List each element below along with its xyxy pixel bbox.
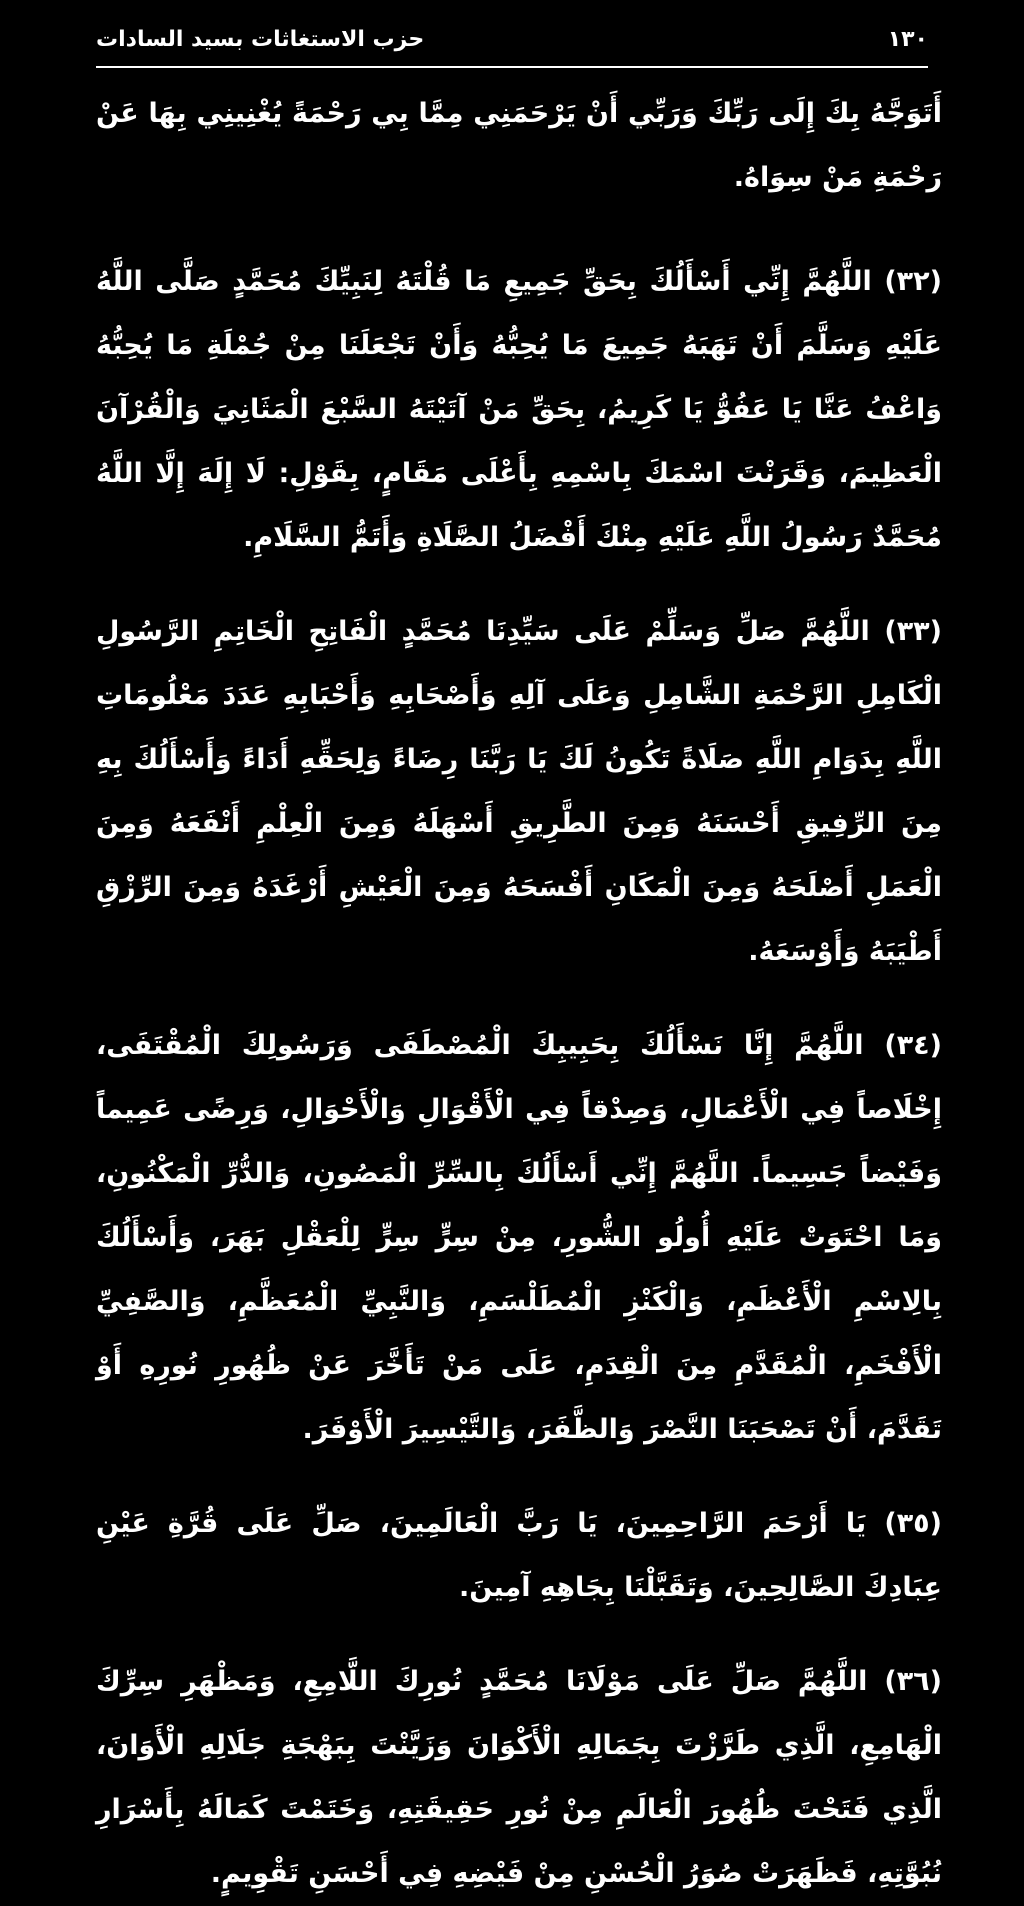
- page-body: [96, 82, 942, 1906]
- paragraph-intro: [96, 82, 942, 210]
- paragraph-text: اللَّهُمَّ إِنِّي أَسْأَلُكَ بِحَقِّ جَمِيعِ مَا قُلْتَهُ لِنَبِيِّكَ مُحَمَّدٍ صَلَّى اللَّهُ عَلَيْهِ وَسَلَّمَ أَنْ تَهَبَهُ جَمِيعَ مَا يُحِبُّهُ وَأَنْ تَجْعَلَنَا مِنْ جُمْلَةِ مَا يُحِبُّهُ وَاعْفُ عَنَّا يَا عَفُوُّ يَا كَرِيمُ، بِحَقِّ مَنْ آتَيْتَهُ السَّبْعَ الْمَثَانِيَ وَالْقُرْآنَ الْعَظِيمَ، وَقَرَنْتَ اسْمَكَ بِاسْمِهِ بِأَعْلَى مَقَامٍ، بِقَوْلِ: لَا إِلَهَ إِلَّا اللَّهُ مُحَمَّدٌ رَسُولُ اللَّهِ عَلَيْهِ مِنْكَ أَفْضَلُ الصَّلَاةِ وَأَتَمُّ السَّلَامِ.: [96, 266, 942, 553]
- paragraph-text: اللَّهُمَّ إِنَّا نَسْأَلُكَ بِحَبِيبِكَ الْمُصْطَفَى وَرَسُولِكَ الْمُقْتَفَى، إِخْلَاصاً فِي الْأَعْمَالِ، وَصِدْقاً فِي الْأَقْوَالِ وَالْأَحْوَالِ، وَرِضًى عَمِيماً وَفَيْضاً جَسِيماً. اللَّهُمَّ إِنِّي أَسْأَلُكَ بِالسِّرِّ الْمَصُونِ، وَالدُّرِّ الْمَكْنُونِ، وَمَا احْتَوَتْ عَلَيْهِ أُولُو الشُّورِ، مِنْ سِرٍّ سِرٍّ لِلْعَقْلِ بَهَرَ، وَأَسْأَلُكَ بِالِاسْمِ الْأَعْظَمِ، وَالْكَنْزِ الْمُطَلْسَمِ، وَالنَّبِيِّ الْمُعَظَّمِ، وَالصَّفِيِّ الْأَفْخَمِ، الْمُقَدَّمِ مِنَ الْقِدَمِ، عَلَى مَنْ تَأَخَّرَ عَنْ ظُهُورِ نُورِهِ أَوْ تَقَدَّمَ، أَنْ تَصْحَبَنَا النَّصْرَ وَالظَّفَرَ، وَالتَّيْسِيرَ الْأَوْفَرَ.: [96, 1030, 942, 1445]
- paragraph-36: [96, 1650, 942, 1906]
- page-header: [96, 12, 928, 68]
- paragraph-text: يَا أَرْحَمَ الرَّاحِمِينَ، يَا رَبَّ الْعَالَمِينَ، صَلِّ عَلَى قُرَّةِ عَيْنِ عِبَادِكَ الصَّالِحِينَ، وَتَقَبَّلْنَا بِجَاهِهِ آمِينَ.: [96, 1508, 942, 1603]
- paragraph-33: [96, 600, 942, 984]
- paragraph-number: (٣٤): [884, 1030, 942, 1061]
- paragraph-text: اللَّهُمَّ صَلِّ وَسَلِّمْ عَلَى سَيِّدِنَا مُحَمَّدٍ الْفَاتِحِ الْخَاتِمِ الرَّسُولِ الْكَامِلِ الرَّحْمَةِ الشَّامِلِ وَعَلَى آلِهِ وَأَصْحَابِهِ وَأَحْبَابِهِ عَدَدَ مَعْلُومَاتِ اللَّهِ بِدَوَامِ اللَّهِ صَلَاةً تَكُونُ لَكَ يَا رَبَّنَا رِضَاءً وَلِحَقِّهِ أَدَاءً وَأَسْأَلُكَ بِهِ مِنَ الرِّفِيقِ أَحْسَنَهُ وَمِنَ الطَّرِيقِ أَسْهَلَهُ وَمِنَ الْعِلْمِ أَنْفَعَهُ وَمِنَ الْعَمَلِ أَصْلَحَهُ وَمِنَ الْمَكَانِ أَفْسَحَهُ وَمِنَ الْعَيْشِ أَرْغَدَهُ وَمِنَ الرِّزْقِ أَطْيَبَهُ وَأَوْسَعَهُ.: [96, 616, 942, 967]
- paragraph-number: (٣٣): [884, 616, 942, 647]
- page-number: ١٣٠: [887, 26, 928, 52]
- paragraph-number: (٣٥): [884, 1508, 942, 1539]
- paragraph-35: [96, 1492, 942, 1620]
- paragraph-text: أَتَوَجَّهُ بِكَ إِلَى رَبِّكَ وَرَبِّي أَنْ يَرْحَمَنِي مِمَّا بِي رَحْمَةً يُغْنِينِي بِهَا عَنْ رَحْمَةِ مَنْ سِوَاهُ.: [96, 98, 942, 193]
- paragraph-text: اللَّهُمَّ صَلِّ عَلَى مَوْلَانَا مُحَمَّدٍ نُورِكَ اللَّامِعِ، وَمَظْهَرِ سِرِّكَ الْهَامِعِ، الَّذِي طَرَّزْتَ بِجَمَالِهِ الْأَكْوَانَ وَزَيَّنْتَ بِبَهْجَةِ جَلَالِهِ الْأَوَانَ، الَّذِي فَتَحْتَ ظُهُورَ الْعَالَمِ مِنْ نُورِ حَقِيقَتِهِ، وَخَتَمْتَ كَمَالَهُ بِأَسْرَارِ نُبُوَّتِهِ، فَظَهَرَتْ صُوَرُ الْحُسْنِ مِنْ فَيْضِهِ فِي أَحْسَنِ تَقْوِيمٍ.: [96, 1666, 942, 1889]
- paragraph-32: [96, 250, 942, 570]
- running-title: حزب الاستغاثات بسيد السادات: [96, 26, 425, 52]
- paragraph-number: (٣٢): [884, 266, 942, 297]
- paragraph-number: (٣٦): [884, 1666, 942, 1697]
- paragraph-34: [96, 1014, 942, 1462]
